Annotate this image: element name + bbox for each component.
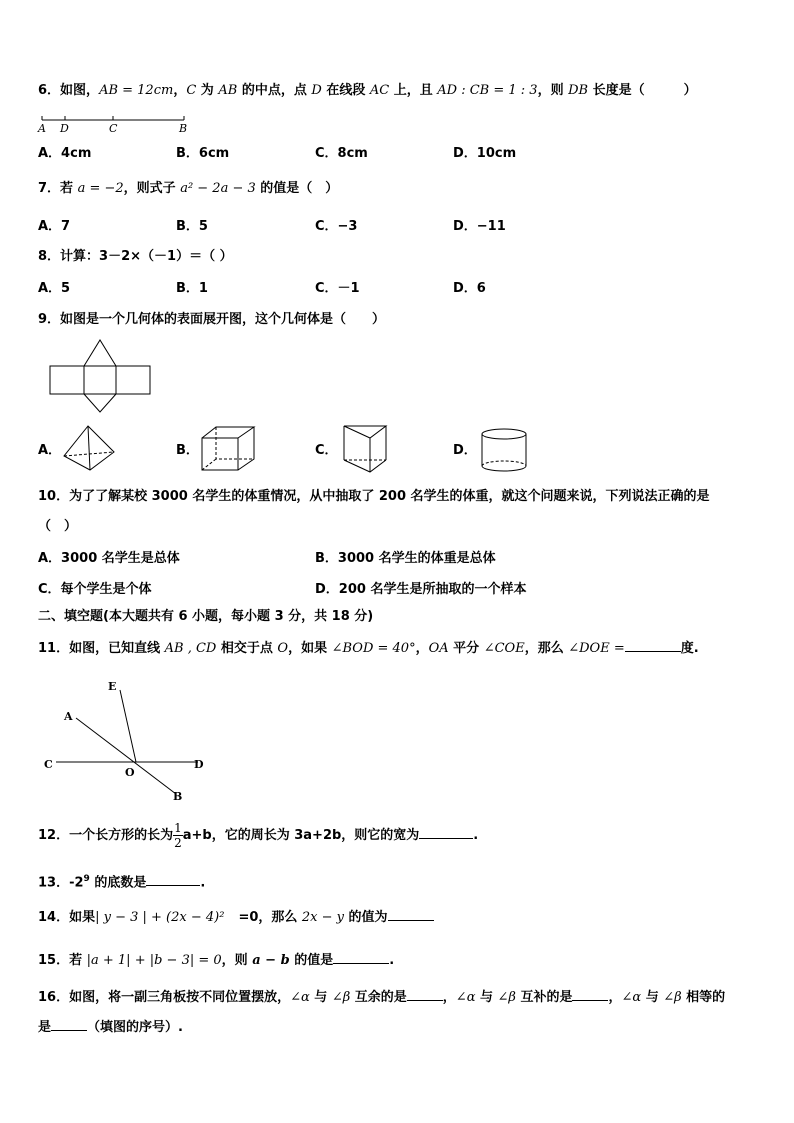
q11-label-d: D xyxy=(194,758,204,771)
q10-option-a[interactable]: A．3000 名学生是总体 xyxy=(38,551,180,566)
q16-answer-blank-2[interactable] xyxy=(572,988,608,1001)
q10-option-c[interactable]: C．每个学生是个体 xyxy=(38,582,152,597)
q9-stem: 9．如图是一个几何体的表面展开图，这个几何体是（ ） xyxy=(38,312,386,327)
q6-option-b[interactable]: B．6cm xyxy=(176,146,230,161)
q6-option-a[interactable]: A．4cm xyxy=(38,146,92,161)
q9-option-a[interactable]: A． xyxy=(38,443,62,458)
q9-option-c[interactable]: C． xyxy=(315,443,338,458)
q13-stem: 13．$-2^9$ 的底数是 . xyxy=(38,874,206,891)
q10-option-d[interactable]: D．200 名学生是所抽取的一个样本 xyxy=(315,582,527,597)
fraction-one-half: $\frac{1}{2}$ xyxy=(174,821,182,850)
q6-label-d: D xyxy=(60,122,69,135)
q8-option-b[interactable]: B．1 xyxy=(176,281,208,296)
q6-label-b: B xyxy=(179,122,188,135)
q11-label-e: E xyxy=(108,680,117,693)
q12-stem: 12．一个长方形的长为 $\frac{1}{2}$ a+b，它的周长为 3a+2b，则它的宽为 . xyxy=(38,821,479,850)
q6-stem: 6．如图，AB = 12cm，C 为 AB 的中点，点 D 在线段 AC 上，且 AD : CB = 1 : 3，则 DB 长度是（ ） xyxy=(38,83,697,98)
q14-answer-blank[interactable] xyxy=(388,908,434,921)
q6-segment-figure xyxy=(36,110,196,136)
q8-stem: 8．计算：3－2×（－1）＝（ ） xyxy=(38,249,233,264)
q15-stem: 15．若 |a + 1| + |b − 3| = 0，则 a − b 的值是 . xyxy=(38,953,395,968)
q8-option-c[interactable]: C．－1 xyxy=(315,281,360,296)
q16-stem-line2: 是 （填图的序号）. xyxy=(38,1020,183,1035)
q7-stem: 7．若 a = −2，则式子 a² − 2a − 3 的值是（ ） xyxy=(38,181,339,196)
q11-angle-figure xyxy=(40,676,220,804)
q7-option-c[interactable]: C．−3 xyxy=(315,219,358,234)
q16-stem-line1: 16．如图，将一副三角板按不同位置摆放，∠α 与 ∠β 互余的是 ，∠α 与 ∠β 互补的是 ，∠α 与 ∠β 相等的 xyxy=(38,990,726,1005)
q10-stem-line2: （ ） xyxy=(38,519,78,534)
q7-option-b[interactable]: B．5 xyxy=(176,219,208,234)
q16-answer-blank-3[interactable] xyxy=(51,1018,87,1031)
q9-net-figure xyxy=(48,338,154,416)
q11-answer-blank[interactable] xyxy=(625,639,681,652)
cube-icon[interactable] xyxy=(198,424,260,474)
q7-option-d[interactable]: D．−11 xyxy=(453,219,506,234)
q13-answer-blank[interactable] xyxy=(146,873,200,886)
q9-option-b[interactable]: B． xyxy=(176,443,199,458)
q12-answer-blank[interactable] xyxy=(419,826,473,839)
q15-answer-blank[interactable] xyxy=(333,951,389,964)
prism-icon[interactable] xyxy=(340,424,392,474)
q11-label-b: B xyxy=(173,790,183,803)
pyramid-icon[interactable] xyxy=(60,424,120,474)
q6-option-c[interactable]: C．8cm xyxy=(315,146,368,161)
q6-label-c: C xyxy=(109,122,118,135)
q8-option-d[interactable]: D．6 xyxy=(453,281,486,296)
q11-stem: 11．如图，已知直线 AB , CD 相交于点 O，如果 ∠BOD = 40°，OA 平分 ∠COE，那么 ∠DOE = 度. xyxy=(38,641,699,656)
cylinder-icon[interactable] xyxy=(478,426,534,476)
q6-label-a: A xyxy=(38,122,46,135)
q9-option-d[interactable]: D． xyxy=(453,443,477,458)
q8-option-a[interactable]: A．5 xyxy=(38,281,71,296)
q6-option-d[interactable]: D．10cm xyxy=(453,146,517,161)
q7-option-a[interactable]: A．7 xyxy=(38,219,71,234)
q16-answer-blank-1[interactable] xyxy=(407,988,443,1001)
q14-stem: 14．如果| y − 3 | + (2x − 4)² =0，那么 2x − y 的值为 xyxy=(38,908,434,927)
q11-label-c: C xyxy=(44,758,53,771)
q10-option-b[interactable]: B．3000 名学生的体重是总体 xyxy=(315,551,496,566)
q10-stem-line1: 10．为了了解某校 3000 名学生的体重情况，从中抽取了 200 名学生的体重，就这个问题来说，下列说法正确的是 xyxy=(38,489,710,504)
section-heading-fill-in: 二、填空题(本大题共有 6 小题，每小题 3 分，共 18 分) xyxy=(38,609,374,624)
q11-label-a: A xyxy=(64,710,73,723)
q11-label-o: O xyxy=(125,766,135,779)
